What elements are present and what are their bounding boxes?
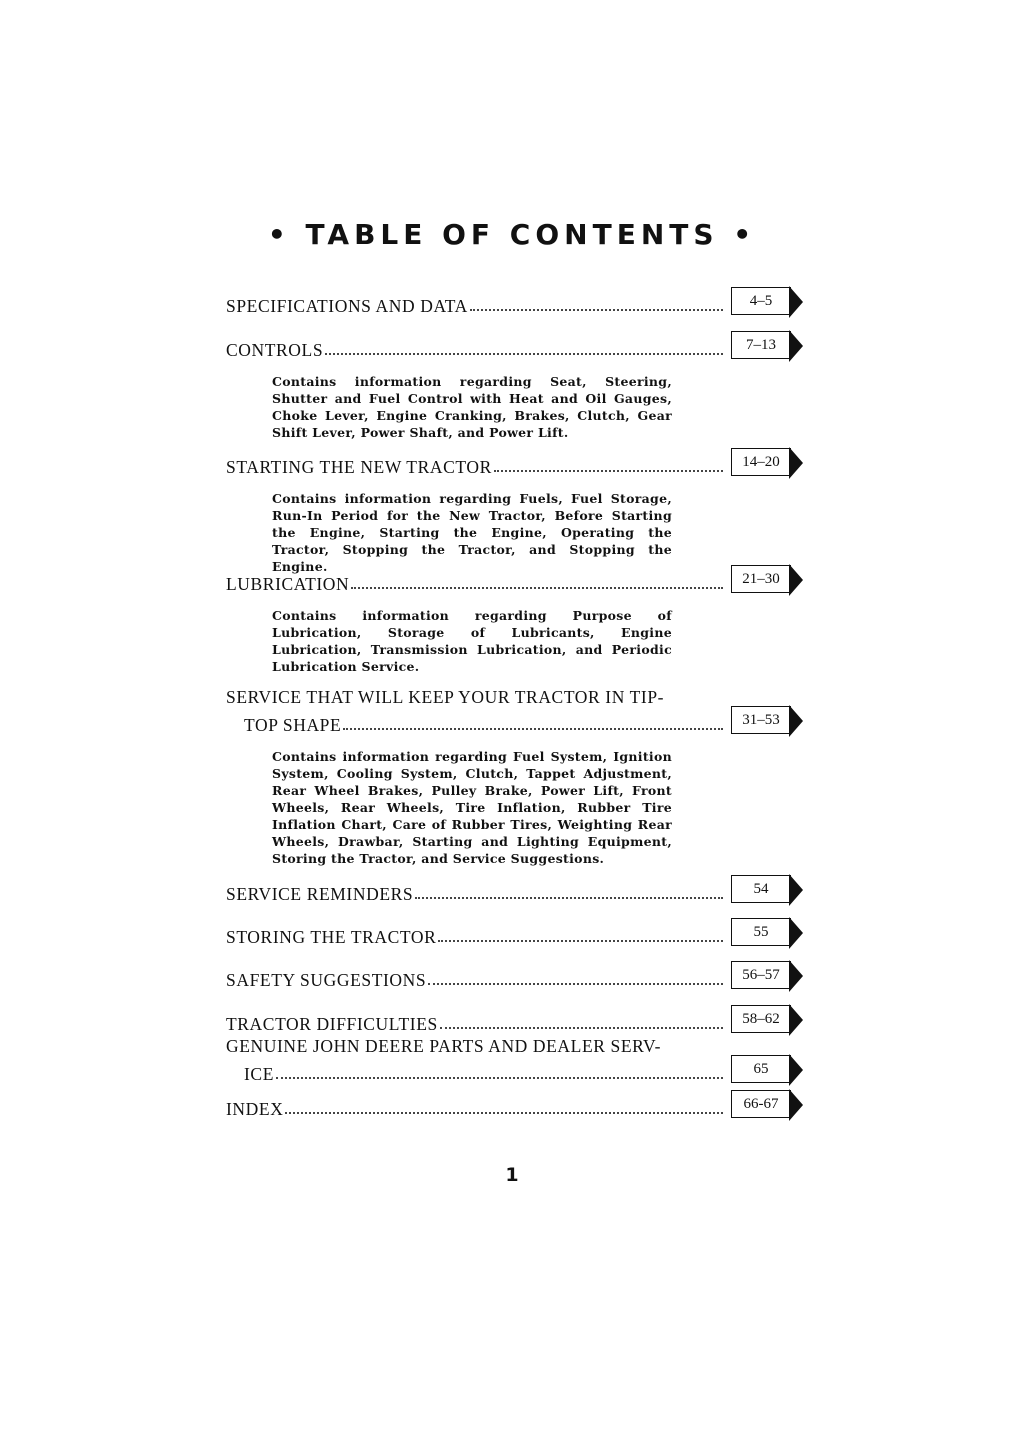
toc-entry bbox=[226, 1035, 806, 1085]
toc-entry-title[interactable]: SPECIFICATIONS AND DATA bbox=[226, 296, 468, 316]
arrow-right-icon bbox=[789, 1054, 803, 1086]
arrow-right-icon bbox=[789, 447, 803, 479]
page-range: 31–53 bbox=[731, 706, 791, 734]
dot-leader bbox=[415, 897, 723, 899]
dot-leader bbox=[351, 587, 723, 589]
toc-entry bbox=[226, 565, 806, 675]
page-title: • TABLE OF CONTENTS • bbox=[267, 218, 757, 251]
arrow-right-icon bbox=[789, 960, 803, 992]
arrow-right-icon bbox=[789, 917, 803, 949]
toc-entry-title[interactable]: TRACTOR DIFFICULTIES bbox=[226, 1014, 438, 1034]
page-tab[interactable] bbox=[731, 875, 806, 905]
toc-entry bbox=[226, 1005, 806, 1035]
page-number: 1 bbox=[505, 1164, 519, 1186]
page-tab[interactable] bbox=[731, 918, 806, 948]
page-tab[interactable] bbox=[731, 331, 806, 361]
page-range: 7–13 bbox=[731, 331, 791, 359]
page-range: 4–5 bbox=[731, 287, 791, 315]
toc-entry-title[interactable]: SAFETY SUGGESTIONS bbox=[226, 970, 427, 990]
toc-entry-title-continued[interactable]: ICE bbox=[244, 1064, 274, 1084]
dot-leader bbox=[428, 983, 723, 985]
toc-entry bbox=[226, 918, 806, 948]
arrow-right-icon bbox=[789, 330, 803, 362]
page-range: 66-67 bbox=[731, 1090, 791, 1118]
toc-entry-description: Contains information regarding Purpose of Lubrication, Storage of Lubricants, Engine Lubrication, Transmission Lubrication, and Periodic Lubrication Service. bbox=[272, 608, 672, 674]
toc-entry-description: Contains information regarding Seat, Steering, Shutter and Fuel Control with Heat and Oil Gauges, Choke Lever, Engine Cranking, Brakes, Clutch, Gear Shift Lever, Power Shaft, and Power Lift. bbox=[272, 374, 672, 440]
dot-leader bbox=[276, 1077, 723, 1079]
toc-entry bbox=[226, 331, 806, 441]
page-tab[interactable] bbox=[731, 287, 806, 317]
toc-entry-description: Contains information regarding Fuels, Fuel Storage, Run-In Period for the New Tractor, Before Starting the Engine, Starting the Engine, Operating the Tractor, Stopping the Tractor, and Stopping the Engine. bbox=[272, 491, 672, 574]
toc-entry bbox=[226, 686, 806, 867]
dot-leader bbox=[440, 1027, 723, 1029]
arrow-right-icon bbox=[789, 705, 803, 737]
toc-entry-title[interactable]: STARTING THE NEW TRACTOR bbox=[226, 457, 492, 477]
page-tab[interactable] bbox=[731, 1055, 806, 1085]
dot-leader bbox=[285, 1112, 723, 1114]
page-range: 21–30 bbox=[731, 565, 791, 593]
page-tab[interactable] bbox=[731, 1090, 806, 1120]
toc-entry-title[interactable]: SERVICE REMINDERS bbox=[226, 884, 414, 904]
dot-leader bbox=[494, 470, 723, 472]
page-range: 54 bbox=[731, 875, 791, 903]
arrow-right-icon bbox=[789, 1089, 803, 1121]
dot-leader bbox=[438, 940, 723, 942]
arrow-right-icon bbox=[789, 286, 803, 318]
toc-entry-title[interactable]: SERVICE THAT WILL KEEP YOUR TRACTOR IN TIP- bbox=[226, 687, 665, 707]
toc-entry-title-continued[interactable]: TOP SHAPE bbox=[244, 715, 342, 735]
page-tab[interactable] bbox=[731, 961, 806, 991]
page-tab[interactable] bbox=[731, 448, 806, 478]
toc-entry-title[interactable]: INDEX bbox=[226, 1099, 284, 1119]
dot-leader bbox=[470, 309, 723, 311]
page-range: 55 bbox=[731, 918, 791, 946]
toc-entry bbox=[226, 448, 806, 575]
page-tab[interactable] bbox=[731, 565, 806, 595]
arrow-right-icon bbox=[789, 564, 803, 596]
toc-entry-title[interactable]: CONTROLS bbox=[226, 340, 324, 360]
toc-entry bbox=[226, 961, 806, 991]
arrow-right-icon bbox=[789, 1004, 803, 1036]
toc-entry-title[interactable]: LUBRICATION bbox=[226, 574, 350, 594]
page-tab[interactable] bbox=[731, 706, 806, 736]
toc-entry-title[interactable]: STORING THE TRACTOR bbox=[226, 927, 437, 947]
toc-entry-description: Contains information regarding Fuel System, Ignition System, Cooling System, Clutch, Tappet Adjustment, Rear Wheel Brakes, Pulley Brake, Power Lift, Front Wheels, Rear Wheels, Tire Inflation, Rubber Tire Inflation Chart, Care of Rubber Tires, Weighting Rear Wheels, Drawbar, Starting and Lighting Equipment, Storing the Tractor, and Service Suggestions. bbox=[272, 749, 672, 866]
dot-leader bbox=[325, 353, 723, 355]
arrow-right-icon bbox=[789, 874, 803, 906]
page-range: 56–57 bbox=[731, 961, 791, 989]
toc-entry-title[interactable]: GENUINE JOHN DEERE PARTS AND DEALER SERV- bbox=[226, 1036, 662, 1056]
toc-entry bbox=[226, 1090, 806, 1120]
page-range: 14–20 bbox=[731, 448, 791, 476]
page-range: 58–62 bbox=[731, 1005, 791, 1033]
toc-entry bbox=[226, 875, 806, 905]
page-tab[interactable] bbox=[731, 1005, 806, 1035]
page-range: 65 bbox=[731, 1055, 791, 1083]
dot-leader bbox=[343, 728, 723, 730]
toc-entry bbox=[226, 287, 806, 317]
